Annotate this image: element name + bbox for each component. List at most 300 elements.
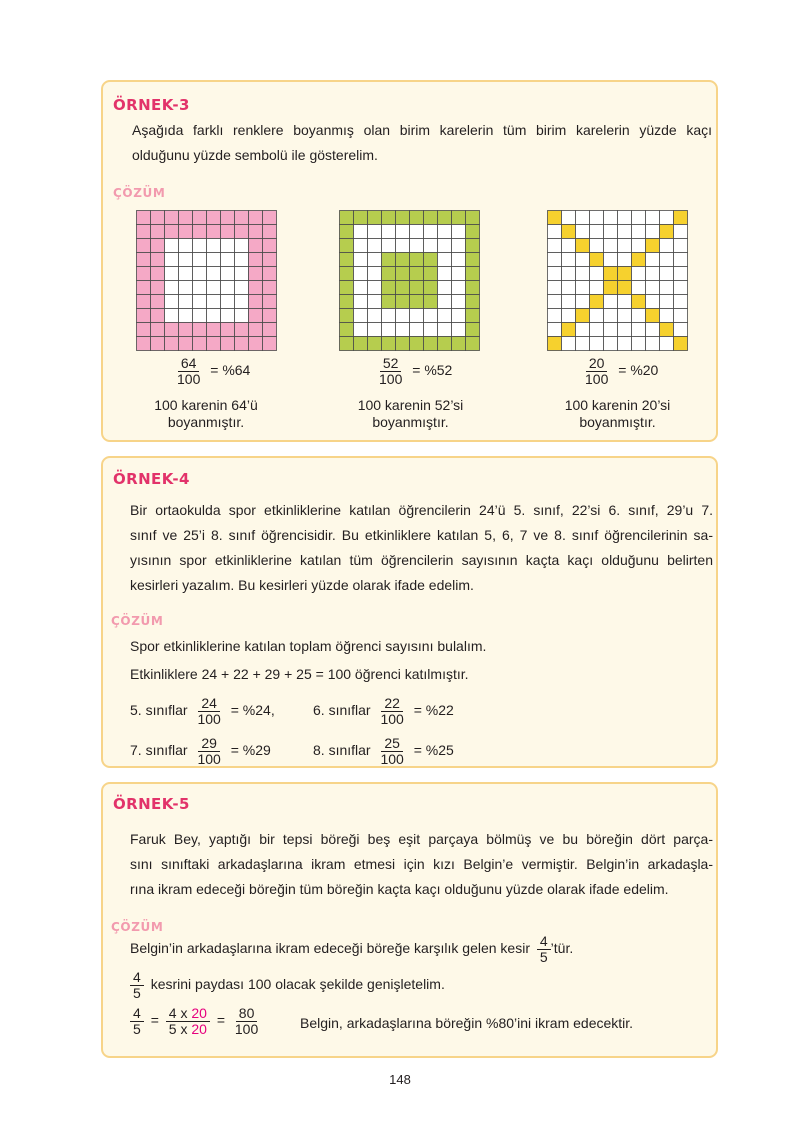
text-line: kesirleri yazalım. Bu kesirleri yüzde olarak ifade edelim. — [130, 577, 474, 593]
grade-5-fraction: 5. sınıflar $\frac{24}{100}$ = %24, — [130, 695, 275, 727]
unit-square — [604, 337, 618, 351]
unit-square — [340, 337, 354, 351]
unit-square — [466, 267, 480, 281]
unit-square — [249, 295, 263, 309]
unit-square — [548, 281, 562, 295]
conclusion: Belgin, arkadaşlarına böreğin %80’ini ikram edecektir. — [300, 1015, 634, 1031]
unit-square — [193, 309, 207, 323]
unit-square — [354, 337, 368, 351]
unit-square — [410, 337, 424, 351]
unit-square — [340, 323, 354, 337]
unit-square — [368, 239, 382, 253]
unit-square — [466, 225, 480, 239]
unit-square — [646, 211, 660, 225]
unit-square — [660, 295, 674, 309]
unit-square — [452, 267, 466, 281]
unit-square — [674, 253, 688, 267]
unit-square — [632, 281, 646, 295]
unit-square — [137, 225, 151, 239]
unit-square — [165, 225, 179, 239]
unit-square — [548, 253, 562, 267]
example-3-text — [132, 118, 712, 168]
unit-square — [193, 295, 207, 309]
unit-square — [207, 225, 221, 239]
unit-square — [396, 323, 410, 337]
unit-square — [424, 337, 438, 351]
unit-square — [576, 281, 590, 295]
unit-square — [548, 239, 562, 253]
unit-square — [193, 323, 207, 337]
unit-square — [562, 267, 576, 281]
unit-square — [193, 239, 207, 253]
unit-square — [382, 267, 396, 281]
unit-square — [340, 281, 354, 295]
unit-square — [618, 253, 632, 267]
grid-yellow — [547, 210, 688, 351]
unit-square — [452, 253, 466, 267]
unit-square — [424, 253, 438, 267]
unit-square — [646, 239, 660, 253]
unit-square — [410, 211, 424, 225]
unit-square — [193, 225, 207, 239]
unit-square — [165, 309, 179, 323]
unit-square — [382, 239, 396, 253]
unit-square — [618, 225, 632, 239]
unit-square — [249, 253, 263, 267]
unit-square — [590, 281, 604, 295]
unit-square — [165, 281, 179, 295]
unit-square — [466, 211, 480, 225]
unit-square — [576, 337, 590, 351]
unit-square — [340, 267, 354, 281]
unit-square — [207, 337, 221, 351]
unit-square — [618, 211, 632, 225]
unit-square — [165, 253, 179, 267]
unit-square — [340, 239, 354, 253]
unit-square — [646, 309, 660, 323]
unit-square — [137, 323, 151, 337]
example-4-solution-label: ÇÖZÜM — [111, 614, 164, 628]
unit-square — [660, 281, 674, 295]
unit-square — [207, 309, 221, 323]
unit-square — [424, 323, 438, 337]
unit-square — [263, 211, 277, 225]
unit-square — [410, 225, 424, 239]
unit-square — [562, 239, 576, 253]
unit-square — [368, 337, 382, 351]
fraction-64: $\frac{64}{100}$ = %64 — [177, 355, 251, 387]
unit-square — [438, 267, 452, 281]
unit-square — [179, 267, 193, 281]
unit-square — [354, 295, 368, 309]
unit-square — [576, 239, 590, 253]
grade-6-fraction: 6. sınıflar $\frac{22}{100}$ = %22 — [313, 695, 454, 727]
unit-square — [221, 323, 235, 337]
unit-square — [452, 225, 466, 239]
unit-square — [562, 253, 576, 267]
unit-square — [410, 309, 424, 323]
unit-square — [151, 253, 165, 267]
text-line: yısının spor etkinliklerine katılan tüm öğrencilerin sayısının kaçta kaçı olduğunu belirten — [130, 552, 713, 568]
unit-square — [368, 225, 382, 239]
unit-square — [562, 281, 576, 295]
unit-square — [590, 211, 604, 225]
unit-square — [137, 337, 151, 351]
unit-square — [466, 253, 480, 267]
unit-square — [193, 253, 207, 267]
unit-square — [674, 281, 688, 295]
unit-square — [466, 323, 480, 337]
unit-square — [438, 211, 452, 225]
unit-square — [632, 239, 646, 253]
unit-square — [466, 239, 480, 253]
unit-square — [179, 253, 193, 267]
unit-square — [660, 211, 674, 225]
fraction-52: $\frac{52}{100}$ = %52 — [379, 355, 453, 387]
unit-square — [660, 239, 674, 253]
example-4-title: ÖRNEK-4 — [113, 470, 190, 488]
unit-square — [263, 295, 277, 309]
unit-square — [466, 337, 480, 351]
unit-square — [137, 295, 151, 309]
unit-square — [382, 253, 396, 267]
unit-square — [151, 267, 165, 281]
unit-square — [235, 239, 249, 253]
unit-square — [263, 309, 277, 323]
unit-square — [604, 239, 618, 253]
unit-square — [674, 337, 688, 351]
unit-square — [354, 323, 368, 337]
unit-square — [249, 239, 263, 253]
unit-square — [674, 295, 688, 309]
example-3-box — [101, 80, 718, 442]
unit-square — [424, 267, 438, 281]
unit-square — [179, 337, 193, 351]
unit-square — [618, 239, 632, 253]
unit-square — [221, 295, 235, 309]
unit-square — [632, 253, 646, 267]
unit-square — [452, 239, 466, 253]
unit-square — [562, 225, 576, 239]
unit-square — [137, 253, 151, 267]
unit-square — [548, 337, 562, 351]
unit-square — [165, 337, 179, 351]
unit-square — [249, 337, 263, 351]
unit-square — [221, 281, 235, 295]
unit-square — [466, 295, 480, 309]
unit-square — [396, 239, 410, 253]
unit-square — [548, 267, 562, 281]
unit-square — [221, 239, 235, 253]
unit-square — [646, 323, 660, 337]
unit-square — [438, 309, 452, 323]
unit-square — [618, 295, 632, 309]
unit-square — [396, 295, 410, 309]
unit-square — [438, 281, 452, 295]
caption-64: 100 karenin 64’ü boyanmıştır. — [154, 397, 258, 430]
unit-square — [562, 323, 576, 337]
unit-square — [590, 309, 604, 323]
unit-square — [410, 281, 424, 295]
unit-square — [438, 253, 452, 267]
unit-square — [207, 295, 221, 309]
text-line: olduğunu yüzde sembolü ile gösterelim. — [132, 147, 378, 163]
unit-square — [604, 211, 618, 225]
unit-square — [674, 239, 688, 253]
unit-square — [618, 309, 632, 323]
unit-square — [424, 309, 438, 323]
unit-square — [576, 295, 590, 309]
unit-square — [151, 309, 165, 323]
unit-square — [368, 253, 382, 267]
unit-square — [368, 281, 382, 295]
unit-square — [410, 323, 424, 337]
unit-square — [632, 309, 646, 323]
unit-square — [590, 225, 604, 239]
caption-20: 100 karenin 20’si boyanmıştır. — [564, 397, 671, 430]
unit-square — [452, 337, 466, 351]
unit-square — [235, 309, 249, 323]
unit-square — [562, 295, 576, 309]
unit-square — [235, 295, 249, 309]
unit-square — [576, 225, 590, 239]
unit-square — [235, 253, 249, 267]
unit-square — [438, 323, 452, 337]
unit-square — [674, 309, 688, 323]
unit-square — [604, 281, 618, 295]
unit-square — [249, 267, 263, 281]
unit-square — [646, 295, 660, 309]
unit-square — [674, 267, 688, 281]
unit-square — [263, 253, 277, 267]
unit-square — [368, 309, 382, 323]
unit-square — [604, 253, 618, 267]
unit-square — [179, 225, 193, 239]
unit-square — [137, 239, 151, 253]
unit-square — [604, 295, 618, 309]
unit-square — [207, 239, 221, 253]
unit-square — [660, 253, 674, 267]
unit-square — [151, 337, 165, 351]
unit-square — [235, 267, 249, 281]
unit-square — [263, 267, 277, 281]
grid-green — [339, 210, 480, 351]
unit-square — [193, 281, 207, 295]
unit-square — [548, 211, 562, 225]
unit-square — [207, 323, 221, 337]
unit-square — [660, 323, 674, 337]
unit-square — [221, 267, 235, 281]
unit-square — [137, 309, 151, 323]
unit-square — [674, 225, 688, 239]
grid-pink — [136, 210, 277, 351]
example-4-text — [130, 498, 713, 598]
unit-square — [340, 225, 354, 239]
unit-square — [576, 323, 590, 337]
unit-square — [382, 309, 396, 323]
unit-square — [424, 211, 438, 225]
unit-square — [660, 337, 674, 351]
unit-square — [562, 309, 576, 323]
unit-square — [263, 323, 277, 337]
unit-square — [466, 309, 480, 323]
unit-square — [263, 281, 277, 295]
unit-square — [452, 295, 466, 309]
unit-square — [249, 323, 263, 337]
unit-square — [660, 309, 674, 323]
unit-square — [193, 267, 207, 281]
example-5-box — [101, 782, 718, 1058]
unit-square — [207, 281, 221, 295]
page-number: 148 — [389, 1072, 411, 1087]
unit-square — [452, 281, 466, 295]
unit-square — [207, 211, 221, 225]
unit-square — [235, 211, 249, 225]
solution-line-genislet: $\frac{4}{5}$ kesrini paydası 100 olacak şekilde genişletelim. — [130, 970, 445, 1001]
unit-square — [646, 253, 660, 267]
unit-square — [354, 253, 368, 267]
unit-square — [424, 239, 438, 253]
unit-square — [632, 323, 646, 337]
unit-square — [235, 281, 249, 295]
unit-square — [179, 323, 193, 337]
unit-square — [193, 337, 207, 351]
unit-square — [590, 239, 604, 253]
unit-square — [382, 337, 396, 351]
unit-square — [632, 225, 646, 239]
unit-square — [151, 225, 165, 239]
unit-square — [368, 295, 382, 309]
unit-square — [438, 239, 452, 253]
unit-square — [410, 253, 424, 267]
unit-square — [165, 239, 179, 253]
unit-square — [410, 267, 424, 281]
fraction-20: $\frac{20}{100}$ = %20 — [585, 355, 659, 387]
unit-square — [179, 295, 193, 309]
unit-square — [354, 309, 368, 323]
unit-square — [221, 309, 235, 323]
example-3-solution-label: ÇÖZÜM — [113, 186, 166, 200]
unit-square — [548, 309, 562, 323]
unit-square — [604, 309, 618, 323]
unit-square — [660, 225, 674, 239]
text-line: sınıf ve 25’i 8. sınıf öğrencisidir. Bu etkinliklere katılan 5, 6, 7 ve 8. sınıf öğrencilerinin sa- — [130, 527, 713, 543]
unit-square — [438, 337, 452, 351]
unit-square — [382, 281, 396, 295]
caption-52: 100 karenin 52’si boyanmıştır. — [357, 397, 464, 430]
unit-square — [340, 211, 354, 225]
grade-7-fraction: 7. sınıflar $\frac{29}{100}$ = %29 — [130, 735, 271, 767]
unit-square — [221, 253, 235, 267]
unit-square — [151, 239, 165, 253]
unit-square — [340, 295, 354, 309]
unit-square — [137, 211, 151, 225]
unit-square — [590, 267, 604, 281]
unit-square — [438, 225, 452, 239]
unit-square — [590, 337, 604, 351]
unit-square — [193, 211, 207, 225]
unit-square — [382, 225, 396, 239]
unit-square — [646, 337, 660, 351]
unit-square — [590, 323, 604, 337]
unit-square — [221, 225, 235, 239]
unit-square — [646, 225, 660, 239]
unit-square — [151, 281, 165, 295]
unit-square — [424, 281, 438, 295]
example-5-text — [130, 827, 713, 902]
text-line: sını sınıftaki arkadaşlarına ikram etmesi için kızı Belgin’e vermiştir. Belgin’in arkadaşla- — [130, 856, 713, 872]
unit-square — [151, 323, 165, 337]
unit-square — [235, 323, 249, 337]
unit-square — [340, 253, 354, 267]
unit-square — [590, 295, 604, 309]
unit-square — [396, 253, 410, 267]
unit-square — [674, 211, 688, 225]
unit-square — [179, 309, 193, 323]
unit-square — [354, 239, 368, 253]
unit-square — [632, 211, 646, 225]
unit-square — [590, 253, 604, 267]
unit-square — [604, 267, 618, 281]
solution-line: Etkinliklere 24 + 22 + 29 + 25 = 100 öğrenci katılmıştır. — [130, 666, 469, 682]
unit-square — [382, 211, 396, 225]
unit-square — [263, 225, 277, 239]
unit-square — [548, 295, 562, 309]
unit-square — [632, 295, 646, 309]
unit-square — [632, 267, 646, 281]
unit-square — [562, 337, 576, 351]
unit-square — [340, 309, 354, 323]
unit-square — [179, 239, 193, 253]
unit-square — [424, 225, 438, 239]
unit-square — [396, 281, 410, 295]
example-5-title: ÖRNEK-5 — [113, 795, 190, 813]
unit-square — [452, 211, 466, 225]
unit-square — [249, 281, 263, 295]
unit-square — [646, 267, 660, 281]
unit-square — [179, 211, 193, 225]
unit-square — [452, 309, 466, 323]
unit-square — [548, 225, 562, 239]
unit-square — [576, 267, 590, 281]
unit-square — [137, 267, 151, 281]
unit-square — [249, 225, 263, 239]
unit-square — [562, 211, 576, 225]
example-5-solution-label: ÇÖZÜM — [111, 920, 164, 934]
unit-square — [382, 323, 396, 337]
unit-square — [618, 337, 632, 351]
unit-square — [424, 295, 438, 309]
unit-square — [618, 267, 632, 281]
unit-square — [396, 337, 410, 351]
example-3-title: ÖRNEK-3 — [113, 96, 190, 114]
unit-square — [235, 337, 249, 351]
unit-square — [452, 323, 466, 337]
unit-square — [165, 211, 179, 225]
unit-square — [179, 281, 193, 295]
unit-square — [410, 295, 424, 309]
unit-square — [576, 309, 590, 323]
unit-square — [249, 211, 263, 225]
unit-square — [396, 267, 410, 281]
unit-square — [354, 267, 368, 281]
unit-square — [618, 281, 632, 295]
unit-square — [618, 323, 632, 337]
unit-square — [235, 225, 249, 239]
unit-square — [396, 309, 410, 323]
unit-square — [354, 225, 368, 239]
text-line: Bir ortaokulda spor etkinliklerine katılan öğrencilerin 24’ü 5. sınıf, 22’si 6. sınıf, 29’u 7. — [130, 502, 713, 518]
